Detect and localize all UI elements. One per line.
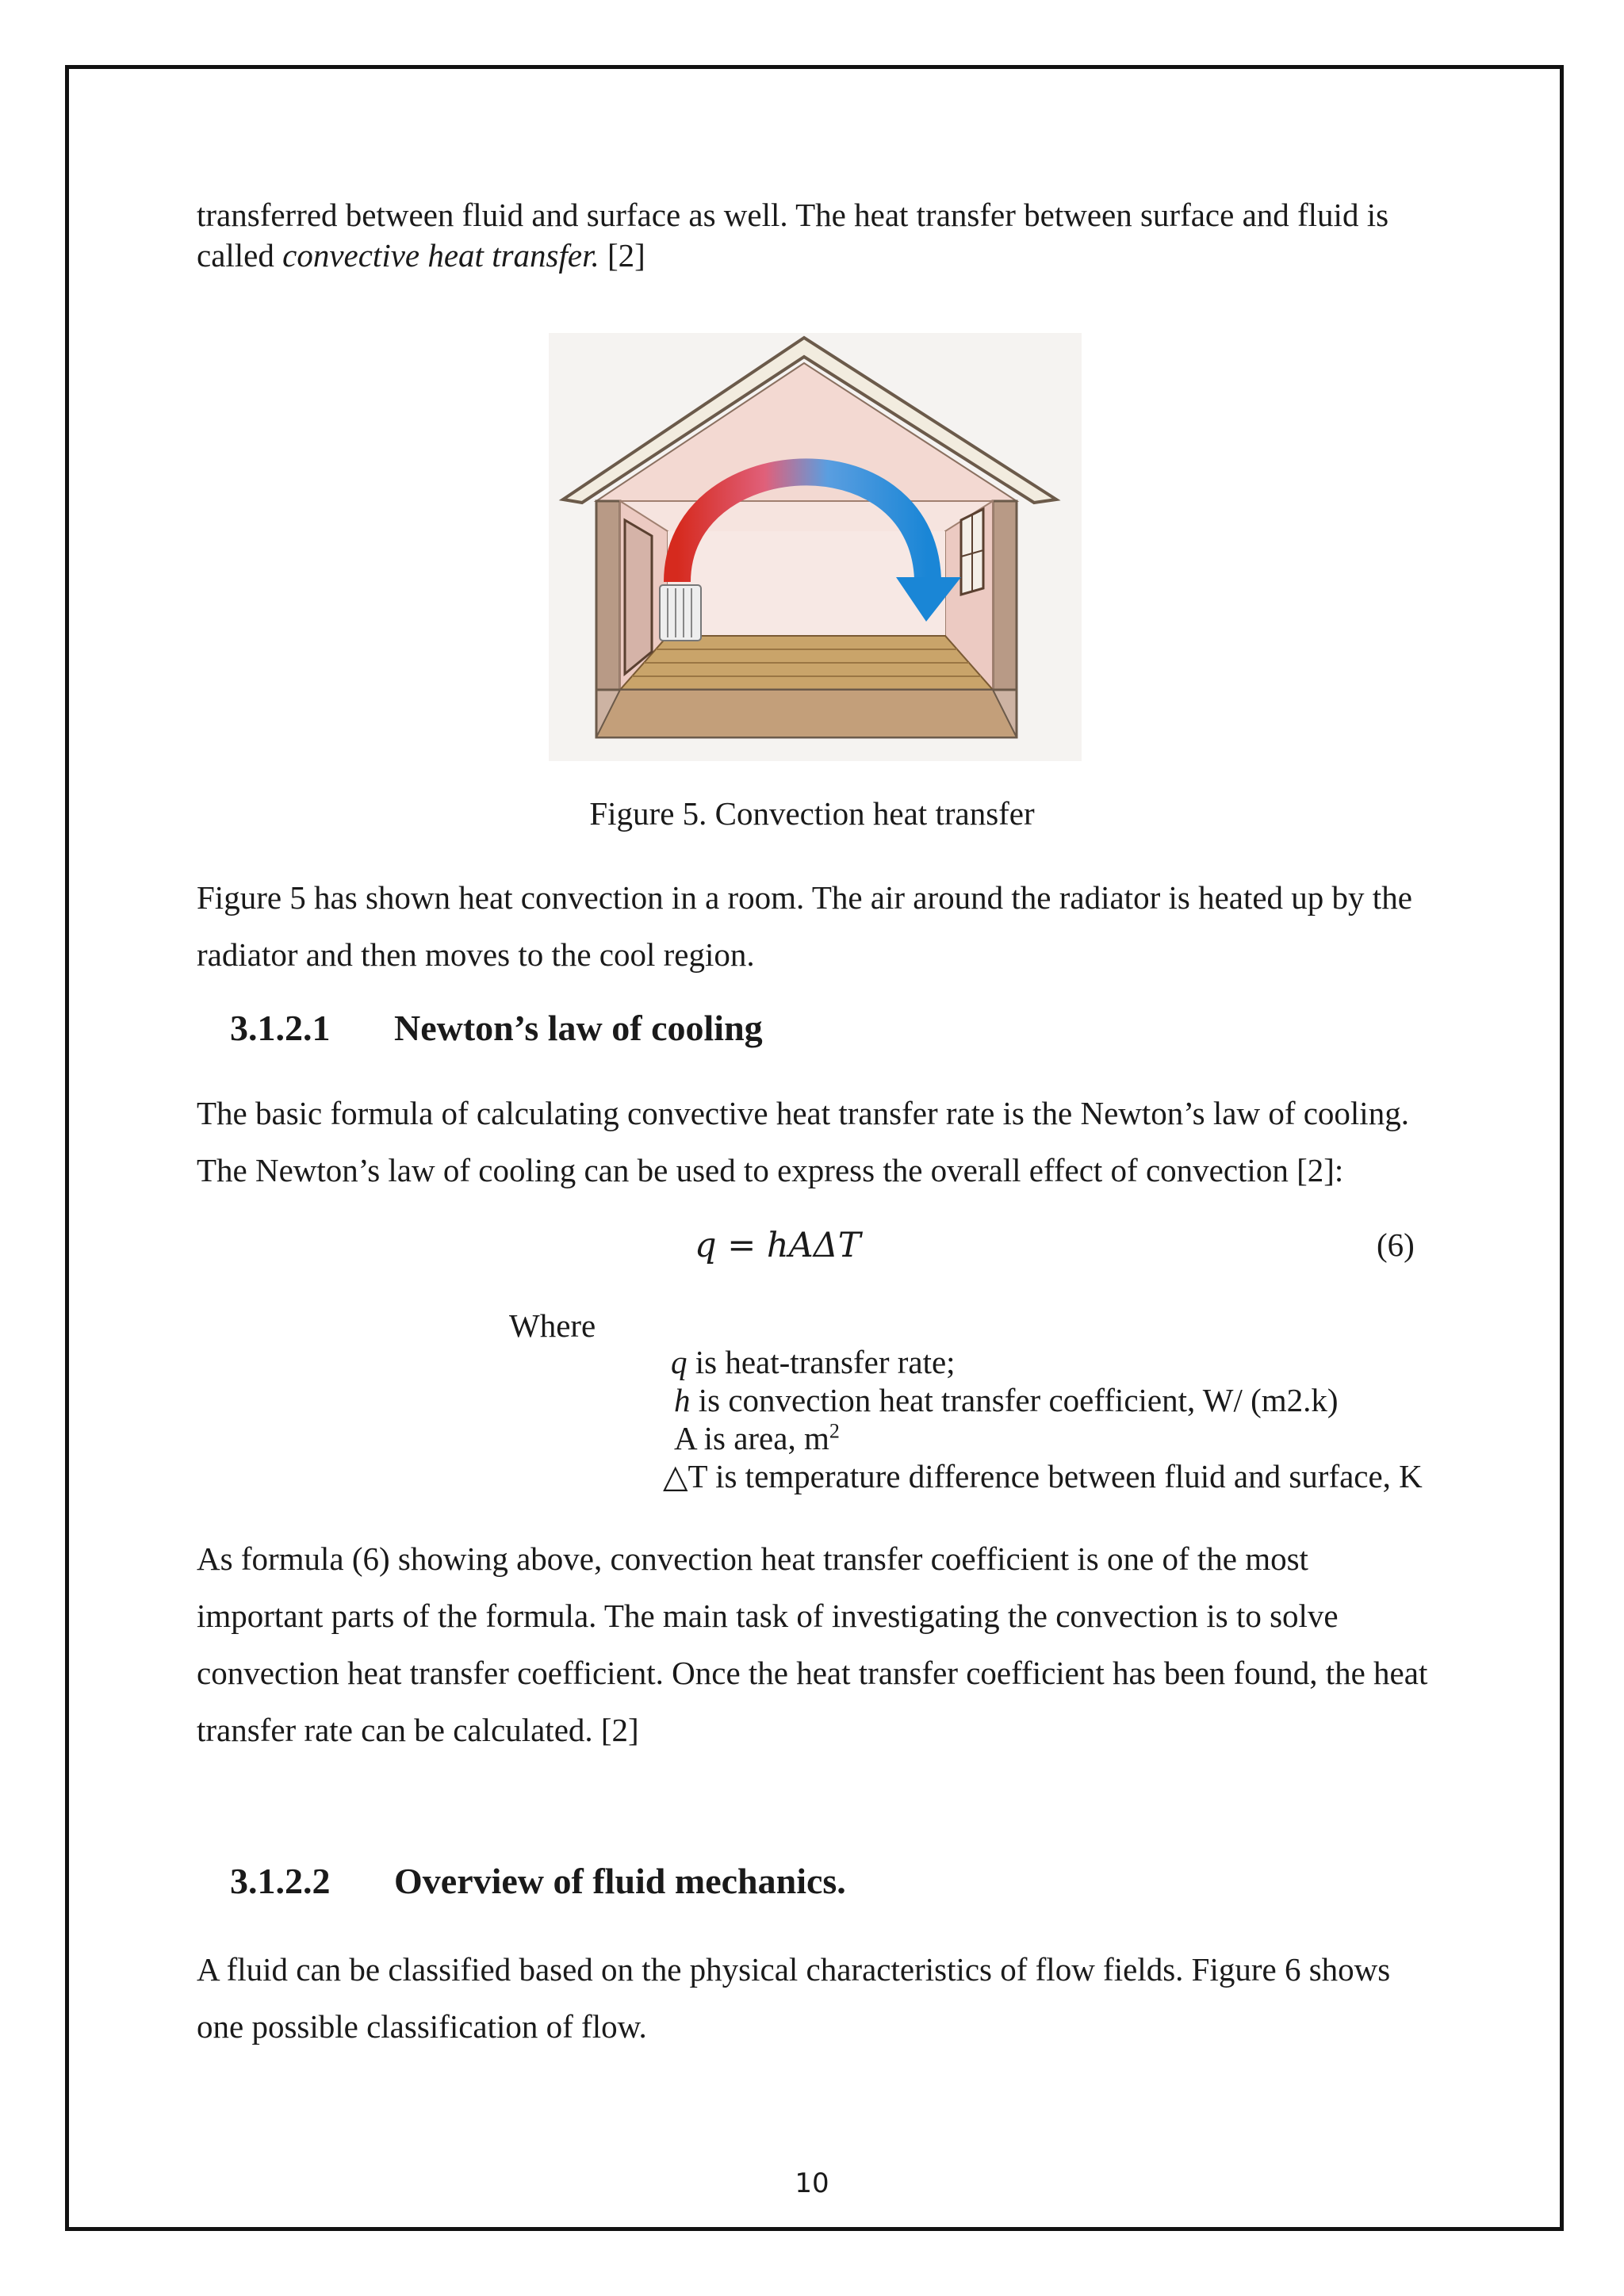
section-heading-fluid-mechanics bbox=[230, 1860, 846, 1902]
coefficient-paragraph: As formula (6) showing above, convection heat transfer coefficient is one of the most important parts of the formula. The main task of investigating the convection is to solve convection heat transfer coefficient. Once the heat transfer coefficient has been found, the heat transfer rate can be calculated. [2] bbox=[197, 1540, 1428, 1748]
definition-a: A is area, $m^2$ bbox=[674, 1419, 840, 1456]
intro-paragraph: transferred between fluid and surface as well. The heat transfer between surface and fluid is called convective heat transfer. [2] bbox=[197, 197, 1389, 274]
radiator bbox=[660, 585, 701, 641]
newton-intro-paragraph: The basic formula of calculating convective heat transfer rate is the Newton’s law of cooling. The Newton’s law of cooling can be used to express the overall effect of convection [2]: bbox=[197, 1095, 1409, 1188]
definition-q: q is heat-transfer rate; bbox=[671, 1344, 956, 1380]
convection-house-figure bbox=[549, 333, 1082, 761]
equation-formula: q = hAΔT bbox=[695, 1226, 861, 1265]
section-number: 3.1.2.2 bbox=[230, 1861, 331, 1901]
section-title: Overview of fluid mechanics. bbox=[394, 1861, 846, 1901]
page-number: 10 bbox=[795, 2168, 829, 2199]
section-title: Newton’s law of cooling bbox=[394, 1008, 763, 1048]
definition-delta-t: △T is temperature difference between fluid and surface, K bbox=[663, 1458, 1423, 1494]
door bbox=[625, 520, 652, 674]
window bbox=[961, 509, 983, 595]
equation-number: (6) bbox=[1377, 1226, 1415, 1263]
section-heading-newton bbox=[230, 1007, 763, 1049]
section-number: 3.1.2.1 bbox=[230, 1008, 331, 1048]
house-illustration bbox=[549, 333, 1082, 761]
fluid-paragraph: A fluid can be classified based on the physical characteristics of flow fields. Figure 6 shows one possible classification of flow. bbox=[197, 1951, 1391, 2045]
figure-caption: Figure 5. Convection heat transfer bbox=[589, 795, 1035, 832]
where-label: Where bbox=[509, 1307, 596, 1344]
convective-term: convective heat transfer. bbox=[282, 237, 599, 274]
definition-h: h is convection heat transfer coefficient, W/ (m2.k) bbox=[674, 1382, 1339, 1418]
figure-description-paragraph: Figure 5 has shown heat convection in a room. The air around the radiator is heated up by the radiator and then moves to the cool region. bbox=[197, 879, 1412, 973]
